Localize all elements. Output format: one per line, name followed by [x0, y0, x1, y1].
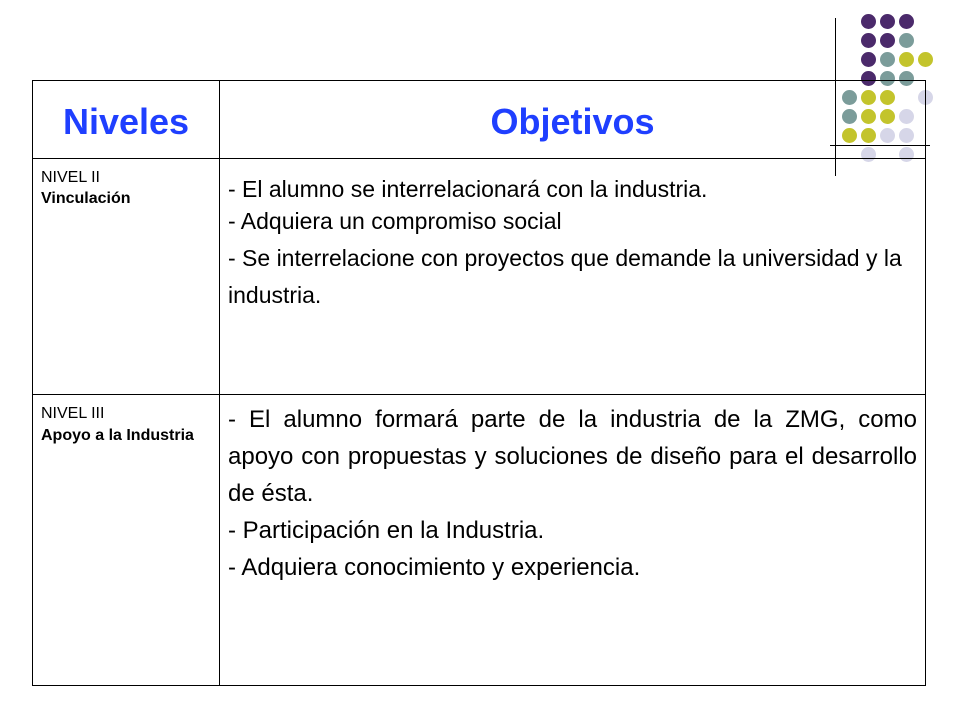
- decorative-dot: [899, 52, 914, 67]
- decorative-dot: [880, 52, 895, 67]
- decorative-dot: [861, 52, 876, 67]
- objectives-table: [32, 80, 926, 686]
- objective-item: - El alumno se interrelacionará con la industria.: [228, 176, 708, 202]
- decorative-dot: [918, 52, 933, 67]
- level-title: Apoyo a la Industria: [41, 427, 194, 444]
- header-objetivos: Objetivos: [220, 81, 926, 159]
- objectives-cell: [220, 159, 926, 395]
- objective-item: - Adquiera conocimiento y experiencia.: [228, 554, 641, 581]
- table-row: [33, 395, 926, 686]
- decorative-dot: [880, 33, 895, 48]
- objective-item: - Adquiera un compromiso social: [228, 208, 562, 234]
- decorative-dot: [880, 14, 895, 29]
- objective-item: - Participación en la Industria.: [228, 517, 545, 544]
- objective-item: - El alumno formará parte de la industria de la ZMG, como apoyo con propuestas y soluciones de diseño para el desarrollo de ésta.: [228, 406, 917, 507]
- table-header-row: [33, 81, 926, 159]
- level-cell: [33, 159, 220, 395]
- header-niveles: Niveles: [33, 81, 220, 159]
- level-cell: [33, 395, 220, 686]
- decorative-dot: [861, 33, 876, 48]
- decorative-dot: [861, 14, 876, 29]
- table-row: [33, 159, 926, 395]
- level-title: Vinculación: [41, 190, 131, 207]
- decorative-dot: [899, 14, 914, 29]
- decorative-dot: [899, 33, 914, 48]
- objective-item: - Se interrelacione con proyectos que demande la universidad y la industria.: [228, 245, 902, 308]
- objectives-cell: [220, 395, 926, 686]
- level-number: NIVEL II: [41, 169, 100, 186]
- level-number: NIVEL III: [41, 405, 105, 422]
